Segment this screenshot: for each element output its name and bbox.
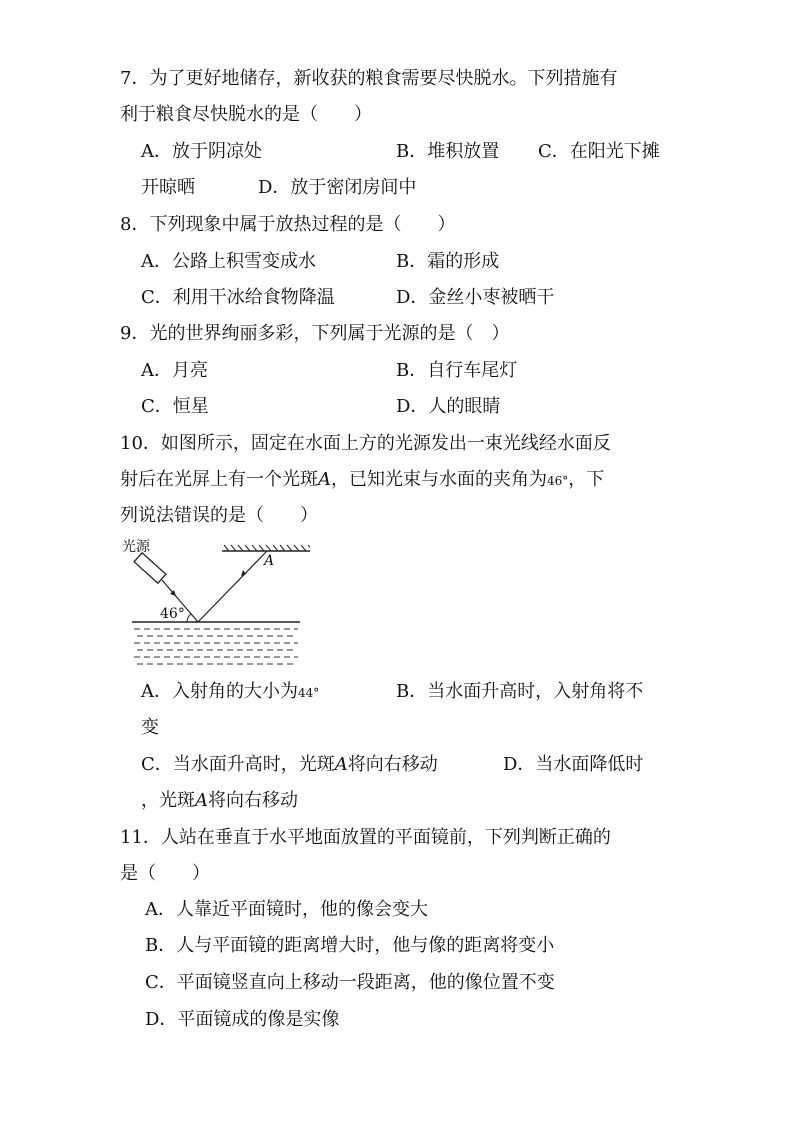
q10-option-b-cont: 变 <box>141 717 159 738</box>
q7-stem-line1: 7．为了更好地储存，新收获的粮食需要尽快脱水。下列措施有 <box>120 68 618 89</box>
q10-option-a-pre: A．入射角的大小为 <box>141 681 298 702</box>
q9-option-b: B．自行车尾灯 <box>396 360 518 381</box>
q10-stem-line2 <box>120 468 604 493</box>
q11-option-b: B．人与平面镜的距离增大时，他与像的距离将变小 <box>145 935 555 956</box>
screen-hatch <box>224 545 310 551</box>
q7-option-d: D．放于密闭房间中 <box>258 177 417 198</box>
q11-option-c: C．平面镜竖直向上移动一段距离，他的像位置不变 <box>145 972 555 993</box>
q10-option-d: D．当水面降低时 <box>503 754 644 775</box>
q10-stem-line2-pre: 射后在光屏上有一个光斑 <box>120 469 318 490</box>
q9-option-a: A．月亮 <box>141 360 208 381</box>
figure-spot-label: A <box>264 553 275 569</box>
q10-option-d-cont-pre: ，光斑 <box>141 790 195 811</box>
q11-option-a: A．人靠近平面镜时，他的像会变大 <box>145 899 428 920</box>
q10-option-c-pre: C．当水面升高时，光斑 <box>141 754 335 775</box>
figure-angle-label: 46° <box>160 606 185 622</box>
q10-stem-line3: 列说法错误的是（ ） <box>120 505 318 526</box>
q10-option-d-cont-var: A <box>195 790 208 811</box>
q7-option-c: C．在阳光下摊 <box>538 141 660 162</box>
q8-option-d: D．金丝小枣被晒干 <box>396 287 555 308</box>
q7-option-a: A．放于阴凉处 <box>141 141 262 162</box>
q10-option-a-value: 44° <box>298 686 320 700</box>
q10-option-c <box>141 753 438 777</box>
q11-stem-line2: 是（ ） <box>120 863 210 884</box>
q10-stem-line1: 10．如图所示，固定在水面上方的光源发出一束光线经水面反 <box>120 433 611 454</box>
q10-option-b: B．当水面升高时，入射角将不 <box>396 681 644 702</box>
q7-option-c-cont: 开晾晒 <box>141 177 195 198</box>
q9-option-d: D．人的眼睛 <box>396 396 501 417</box>
q8-option-b: B．霜的形成 <box>396 251 500 272</box>
q8-option-c: C．利用干冰给食物降温 <box>141 287 335 308</box>
water-lines <box>134 629 298 664</box>
q10-spot-var: A <box>318 469 331 490</box>
q10-stem-line2-post: ，下 <box>568 469 605 490</box>
q10-option-c-var: A <box>334 754 348 775</box>
q8-stem: 8．下列现象中属于放热过程的是（ ） <box>120 214 456 235</box>
q10-option-d-cont <box>141 789 298 813</box>
q11-option-d: D．平面镜成的像是实像 <box>145 1009 340 1030</box>
q10-option-c-post: 将向右移动 <box>347 754 438 775</box>
q10-angle-value: 46° <box>547 474 569 488</box>
q7-option-b: B．堆积放置 <box>396 141 500 162</box>
light-source-icon <box>134 553 166 583</box>
q9-stem: 9．光的世界绚丽多彩，下列属于光源的是（ ） <box>120 323 510 344</box>
q10-stem-line2-mid: ，已知光束与水面的夹角为 <box>331 469 547 490</box>
q10-option-a <box>141 680 319 705</box>
q10-option-d-cont-post: 将向右移动 <box>208 790 298 811</box>
q11-stem-line1: 11．人站在垂直于水平地面放置的平面镜前，下列判断正确的 <box>120 827 611 848</box>
figure-source-label: 光源 <box>122 539 150 555</box>
q9-option-c: C．恒星 <box>141 396 209 417</box>
q8-option-a: A．公路上积雪变成水 <box>141 251 316 272</box>
q7-stem-line2: 利于粮食尽快脱水的是（ ） <box>120 104 372 125</box>
